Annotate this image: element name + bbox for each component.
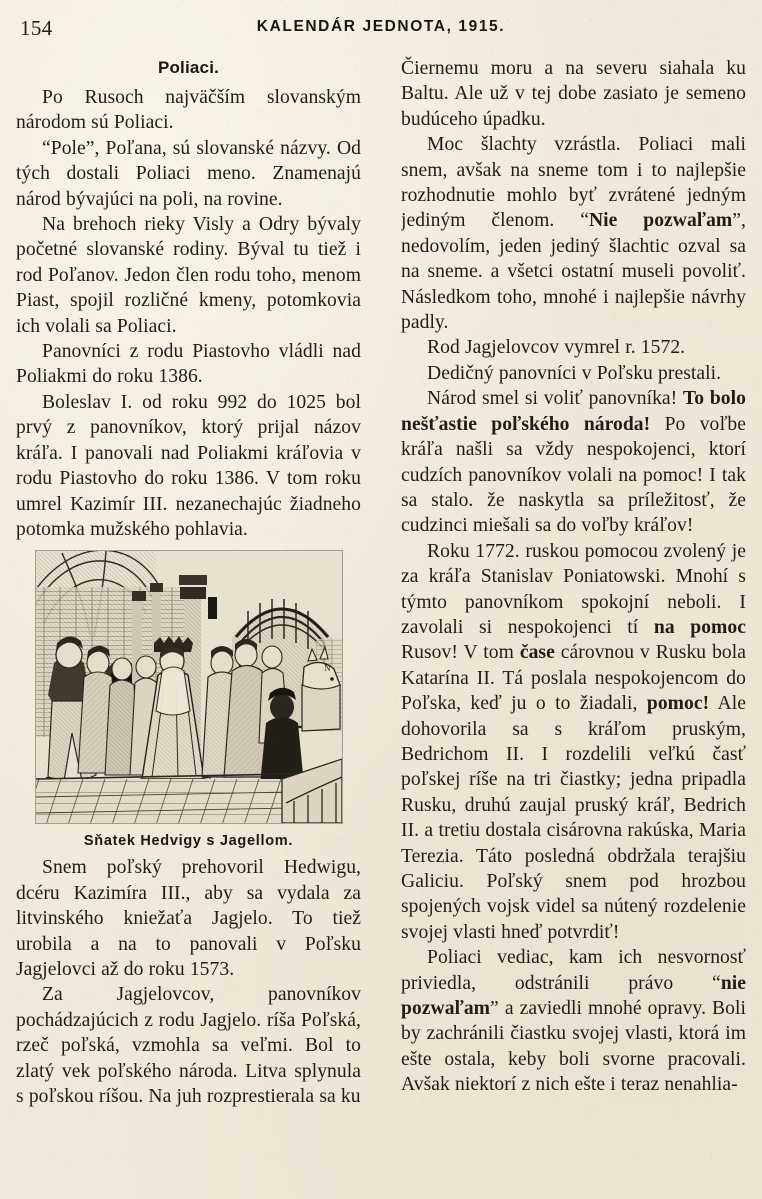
body-paragraph: Po Rusoch najväčším slovanským národom sú Poliaci. [16,87,361,134]
emphasised-text: pomoc! [646,693,710,715]
page-number: 154 [20,16,53,40]
body-paragraph: Čiernemu moru a na severu siahala ku Baltu. Ale už v tej dobe zasiato je semeno budúceho úpadku. [401,58,746,130]
text-columns [0,56,762,1199]
emphasised-text: nie pozwaľam [401,972,746,1020]
left-column-text-bottom [16,855,361,1109]
body-paragraph: Snem poľský prehovoril Hedwigu, dcéru Kazimíra III., aby sa vydala za litvinského kniežaťa Jagjelo. To tiež urobila a na to panovali v Poľsku Jagjelovci až do roku 1573. [16,857,361,980]
running-head [0,0,762,46]
right-column-text [401,56,746,1098]
body-paragraph: “Pole”, Poľana, sú slovanské názvy. Od tých dostali Poliaci meno. Znamenajú národ bývajúci na poli, na rovine. [16,137,361,210]
left-column [16,56,361,1199]
body-paragraph: Panovníci z rodu Piastovho vládli nad Poliakmi do roku 1386. [16,341,361,388]
engraving-illustration [36,551,342,823]
emphasised-text: na pomoc [653,616,746,638]
left-column-text-top [16,85,361,542]
figure-marriage-of-hedwig [16,550,361,849]
figure-caption: Sňatek Hedvigy s Jagellom. [83,833,294,850]
body-paragraph: Poliaci vediac, kam ich nesvornosť priviedla, odstránili právo “nie pozwaľam” a zaviedli mnohé opravy. Boli by zachránili čiastku svojej vlasti, ktorá im ešte ostala, keby boli svorne pracovali. Avšak niektorí z nich ešte i teraz nenahlia- [401,947,746,1096]
emphasised-text: čase [519,642,555,664]
body-paragraph: Rod Jagjelovcov vymrel r. 1572. [427,337,686,359]
body-paragraph: Roku 1772. ruskou pomocou zvolený je za kráľa Stanislav Poniatowski. Mnohí s týmto panovníkom spokojní neboli. I zavolali si nespokojenci tí na pomoc Rusov! V tom čase cárovnou v Rusku bola Katarína II. Tá poslala nespokojencom do Poľska, keď ju o to žiadali, pomoc! Ale dohovorila sa s kráľom pruským, Bedrichom II. I rozdelili veľkú časť poľskej ríše na tri čiastky; jedna pripadla Rusku, druhú zaujal pruský kráľ, Bedrich II. a tretiu dostala cisárovna rakúska, Maria Terezia. Táto posledná obdržala terajšiu Galiciu. Poľský snem pod hrozbou spojených vojsk videl sa nútený rozdelenie svojej vlasti hneď potvrdiť! [401,540,746,943]
body-paragraph: Dedičný panovníci v Poľsku prestali. [427,362,722,384]
svg-text:N: N [323,663,330,674]
body-paragraph: Moc šlachty vzrástla. Poliaci mali snem, avšak na sneme tom i to najlepšie rozhodnutie mohlo byť zvrátené jedným jediným členom. “Nie pozwaľam”, nedovolím, jeden jediný šlachtic ozval sa na sneme. a všetci ostatní museli povoliť. Následkom toho, mnohé i najlepšie návrhy padly. [401,134,746,334]
body-paragraph: Za Jagjelovcov, panovníkov pochádzajúcich z rodu Jagjelo. ríša Poľská, rzeč poľská, vzmohla sa veľmi. Bol to zlatý vek poľského národa. Litva splynula s poľskou ríšou. Na juh rozprestierala sa ku [16,984,361,1107]
body-paragraph: Boleslav I. od roku 992 do 1025 bol prvý z panovníkov, ktorý prijal názov kráľa. I panovali nad Poliakmi kráľovia v rodu Piastovho do roku 1386. V tom roku umrel Kazimír III. nezanechajúc žiadneho potomka mužského pohlavia. [16,391,361,540]
figure-image [35,550,343,824]
right-column [401,56,746,1199]
publication-title: KALENDÁR JEDNOTA, 1915. [256,18,506,35]
body-paragraph: Na brehoch rieky Visly a Odry bývaly početné slovanské rodiny. Býval tu tiež i rod Poľanov. Jedon člen rodu toho, menom Piast, spojil rozličné kmeny, potomkovia ich volali sa Poliaci. [16,214,361,337]
section-heading: Poliaci. [157,58,220,77]
body-paragraph: Národ smel si voliť panovníka! To bolo nešťastie poľského národa! Po voľbe kráľa našli sa vždy nespokojenci, ktorí cudzích panovníkov volali na pomoc! I tak sa stalo. že naskytla sa príležitosť, že cudzinci miešali sa do voľby kráľov! [401,388,746,537]
emphasised-text: Nie pozwaľam [588,210,733,232]
emphasised-text: To bolo nešťastie poľského národa! [401,388,746,435]
